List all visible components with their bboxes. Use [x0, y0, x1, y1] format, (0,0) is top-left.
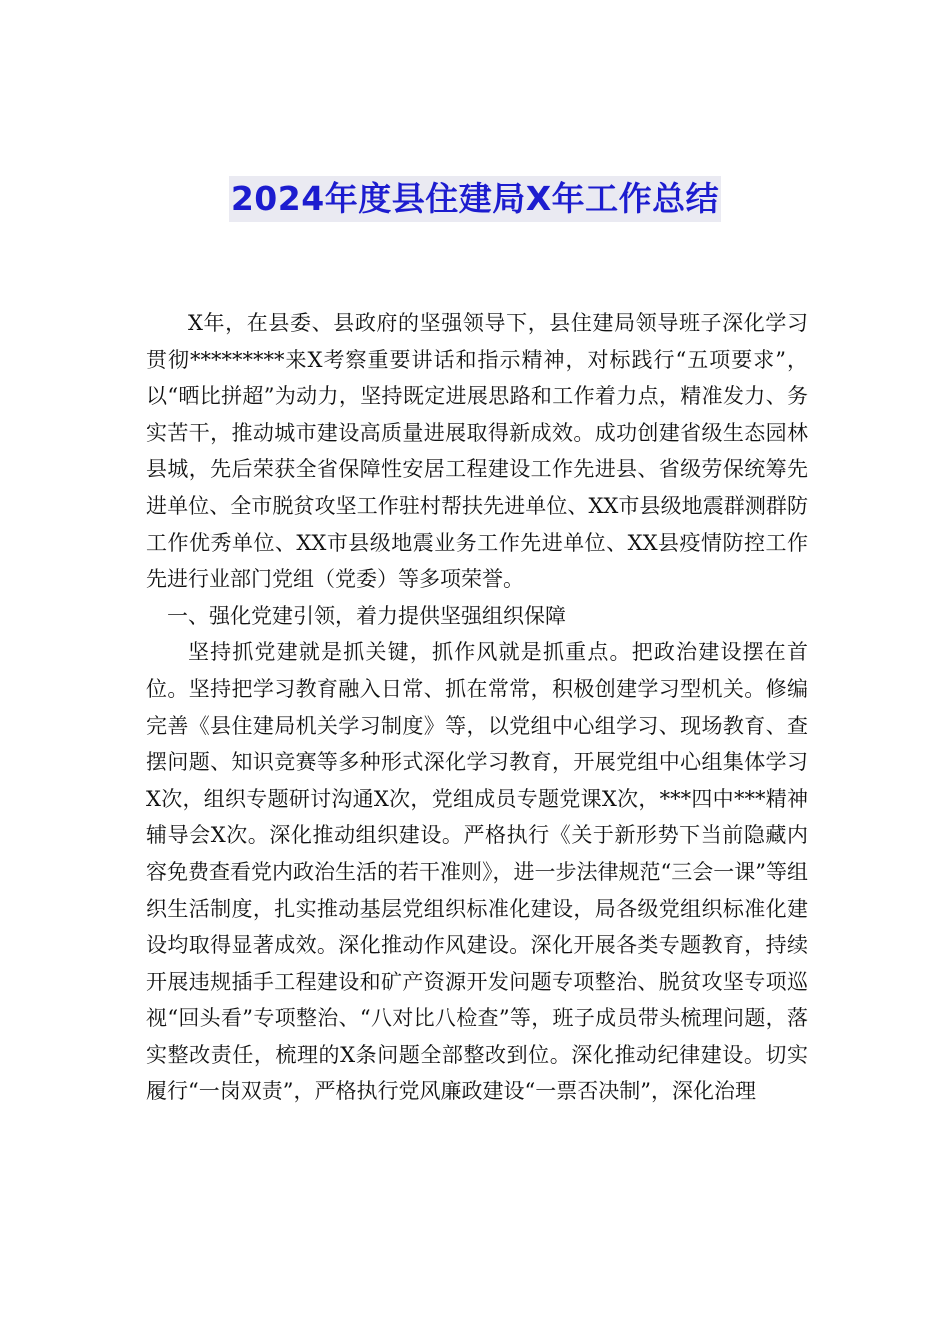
section-1-paragraph: 坚持抓党建就是抓关键，抓作风就是抓重点。把政治建设摆在首位。坚持把学习教育融入日常、抓在常常，积极创建学习型机关。修编完善《县住建局机关学习制度》等，以党组中心组学习、现场教育、查摆问题、知识竞赛等多种形式深化学习教育，开展党组中心组集体学习X次，组织专题研讨沟通X次，党组成员专题党课X次，***四中***精神辅导会X次。深化推动组织建设。严格执行《关于新形势下当前隐藏内容免费查看党内政治生活的若干准则》，进一步法律规范“三会一课”等组织生活制度，扎实推动基层党组织标准化建设，局各级党组织标准化建设均取得显著成效。深化推动作风建设。深化开展各类专题教育，持续开展违规插手工程建设和矿产资源开发问题专项整治、脱贫攻坚专项巡视“回头看”专项整治、“八对比八检查”等，班子成员带头梳理问题，落实整改责任，梳理的X条问题全部整改到位。深化推动纪律建设。切实履行“一岗双责”，严格执行党风廉政建设“一票否决制”，深化治理: [146, 640, 808, 1104]
document-title: 2024年度县住建局X年工作总结: [229, 176, 721, 222]
intro-paragraph: X年，在县委、县政府的坚强领导下，县住建局领导班子深化学习贯彻*********来X考察重要讲话和指示精神，对标践行“五项要求”，以“晒比拼超”为动力，坚持既定进展思路和工作着力点，精准发力、务实苦干，推动城市建设高质量进展取得新成效。成功创建省级生态园林县城，先后荣获全省保障性安居工程建设工作先进县、省级劳保统筹先进单位、全市脱贫攻坚工作驻村帮扶先进单位、XX市县级地震群测群防工作优秀单位、XX市县级地震业务工作先进单位、XX县疫情防控工作先进行业部门党组（党委）等多项荣誉。: [146, 311, 808, 592]
document-body: [146, 305, 808, 1110]
section-heading-1: 一、强化党建引领，着力提供坚强组织保障: [167, 603, 566, 628]
title-container: [0, 176, 950, 222]
